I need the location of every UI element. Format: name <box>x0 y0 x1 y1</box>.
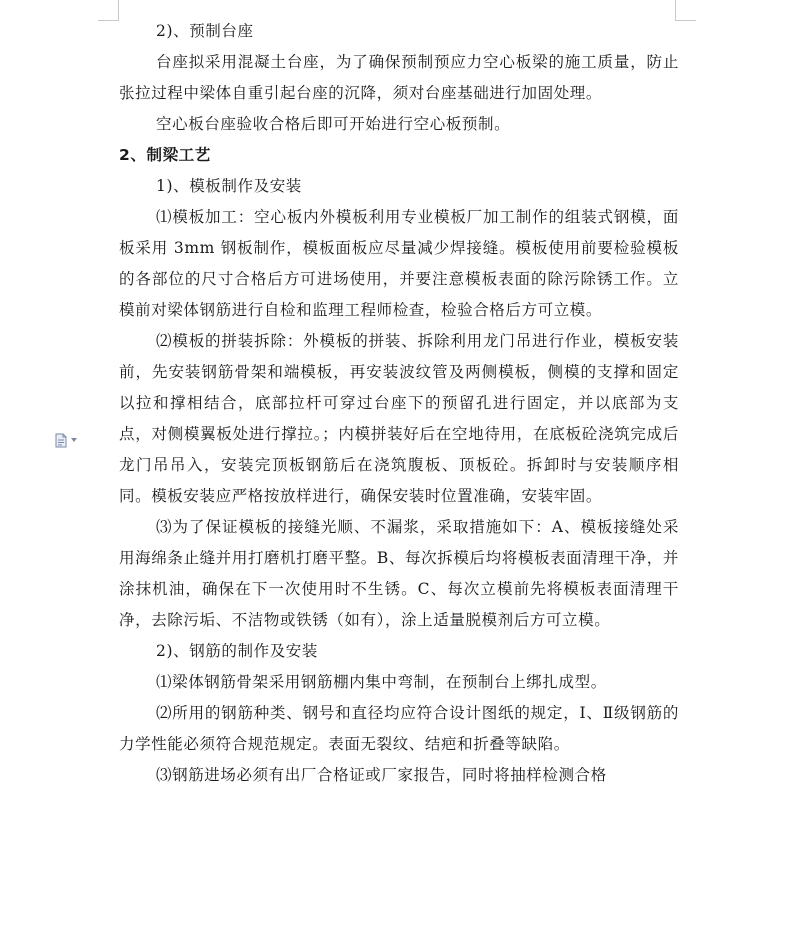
section-heading: 2、制梁工艺 <box>119 146 211 164</box>
document-note-icon <box>54 433 68 448</box>
paragraph: 空心板台座验收合格后即可开始进行空心板预制。 <box>156 115 511 133</box>
subheading-rebar: 2)、钢筋的制作及安装 <box>156 642 319 660</box>
paragraph: ⑴梁体钢筋骨架采用钢筋棚内集中弯制，在预制台上绑扎成型。 <box>156 673 607 691</box>
subheading-formwork: 1)、模板制作及安装 <box>156 177 302 195</box>
paragraph: ⑵所用的钢筋种类、钢号和直径均应符合设计图纸的规定，Ⅰ、Ⅱ级钢筋的力学性能必须符合规范规定。表面无裂纹、结疤和折叠等缺陷。 <box>119 704 679 753</box>
paragraph: ⑶钢筋进场必须有出厂合格证或厂家报告，同时将抽样检测合格 <box>156 766 607 784</box>
paragraph: ⑴模板加工：空心板内外模板利用专业模板厂加工制作的组装式钢模，面板采用 3mm 钢板制作，模板面板应尽量减少焊接缝。模板使用前要检验模板的各部位的尺寸合格后方可进场使用，并要注意模板表面的除污除锈工作。立模前对梁体钢筋进行自检和监理工程师检查，检验合格后方可立模。 <box>119 208 679 319</box>
chevron-down-icon <box>71 438 77 442</box>
paragraph: ⑶为了保证模板的接缝光顺、不漏浆，采取措施如下：A、模板接缝处采用海绵条止缝并用打磨机打磨平整。B、每次拆模后均将模板表面清理干净，并涂抹机油，确保在下一次使用时不生锈。C、每次立模前先将模板表面清理干净，去除污垢、不洁物或铁锈（如有），涂上适量脱模剂后方可立模。 <box>119 518 679 629</box>
subheading-precast-bed: 2)、预制台座 <box>156 22 254 40</box>
margin-note-button[interactable] <box>54 432 80 448</box>
paragraph: 台座拟采用混凝土台座，为了确保预制预应力空心板梁的施工质量，防止张拉过程中梁体自重引起台座的沉降，须对台座基础进行加固处理。 <box>119 53 679 102</box>
page-cutoff <box>0 940 795 946</box>
document-body[interactable] <box>119 16 679 791</box>
paragraph: ⑵模板的拼装拆除：外模板的拼装、拆除利用龙门吊进行作业，模板安装前，先安装钢筋骨架和端模板，再安装波纹管及两侧模板，侧模的支撑和固定以拉和撑相结合，底部拉杆可穿过台座下的预留孔进行固定，并以底部为支点，对侧模翼板处进行撑拉。；内模拼装好后在空地待用，在底板砼浇筑完成后龙门吊吊入，安装完顶板钢筋后在浇筑腹板、顶板砼。拆卸时与安装顺序相同。模板安装应严格按放样进行，确保安装时位置准确，安装牢固。 <box>119 332 679 505</box>
crop-mark-left <box>98 0 119 21</box>
